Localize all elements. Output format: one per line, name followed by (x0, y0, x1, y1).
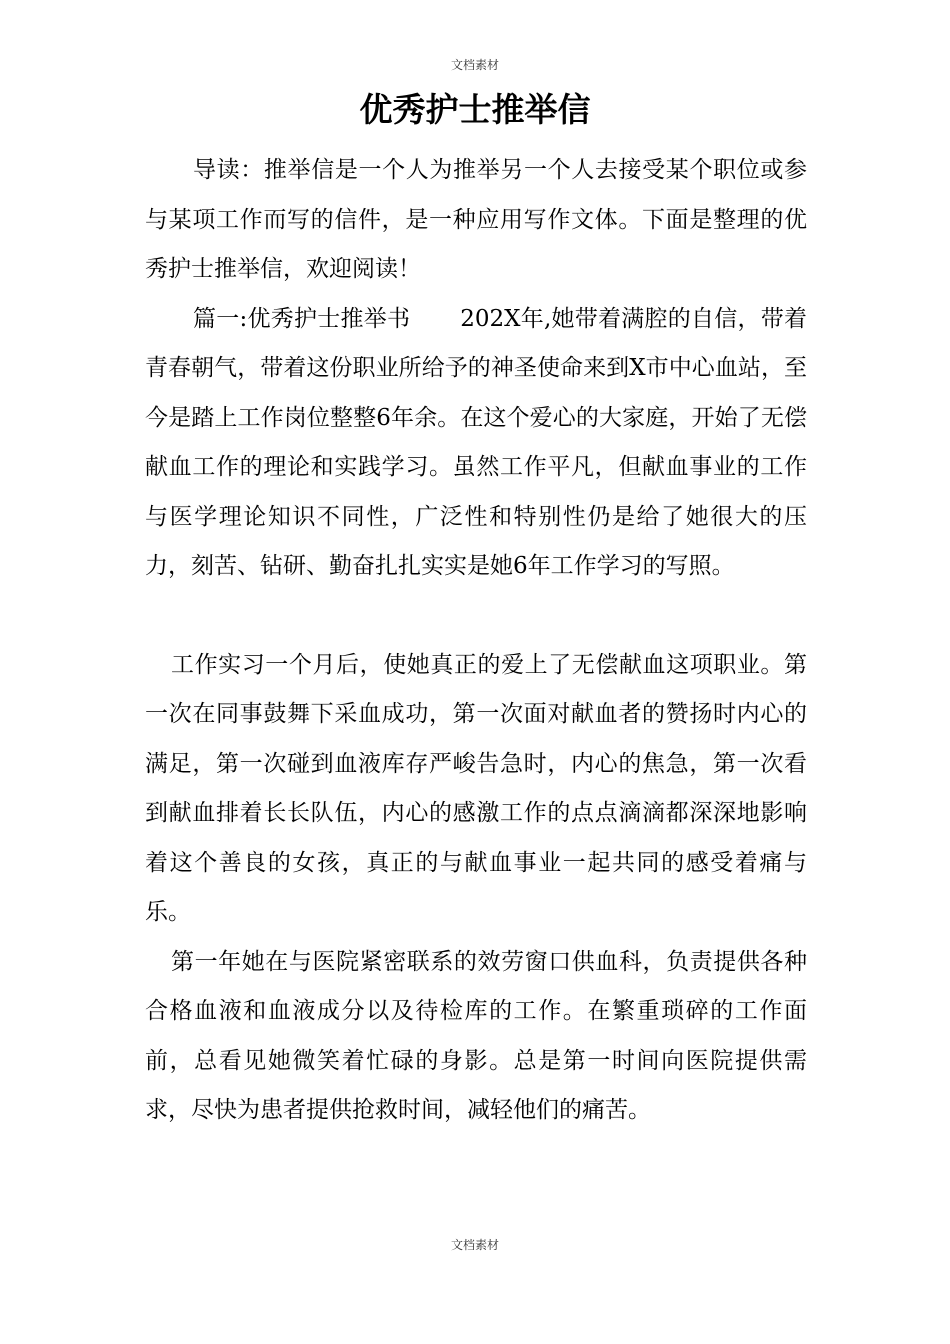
header-note: 文档素材 (450, 58, 499, 72)
document-body (145, 146, 807, 1136)
paragraph-1-text: 202X年,她带着满腔的自信，带着青春朝气，带着这份职业所给予的神圣使命来到X市中心血站，至今是踏上工作岗位整整6年余。在这个爱心的大家庭，开始了无偿献血工作的理论和实践学习。虽然工作平凡，但献血事业的工作与医学理论知识不同性，广泛性和特别性仍是给了她很大的压力，刻苦、钻研、勤奋扎扎实实是她6年工作学习的写照。 (145, 305, 808, 579)
document-title: 优秀护士推举信 (359, 90, 591, 129)
paragraph-1-label: 篇一:优秀护士推举书 (193, 305, 411, 332)
paragraph-3: 第一年她在与医院紧密联系的效劳窗口供血科，负责提供各种合格血液和血液成分以及待检库的工作。在繁重琐碎的工作面前，总看见她微笑着忙碌的身影。总是第一时间向医院提供需求，尽快为患者提供抢救时间，减轻他们的痛苦。 (145, 948, 807, 1123)
paragraph-2: 工作实习一个月后，使她真正的爱上了无偿献血这项职业。第一次在同事鼓舞下采血成功，第一次面对献血者的赞扬时内心的满足，第一次碰到血液库存严峻告急时，内心的焦急，第一次看到献血排着长长队伍，内心的感激工作的点点滴滴都深深地影响着这个善良的女孩，真正的与献血事业一起共同的感受着痛与乐。 (145, 651, 807, 925)
paragraph-intro: 导读：推举信是一个人为推举另一个人去接受某个职位或参与某项工作而写的信件，是一种应用写作文体。下面是整理的优秀护士推举信，欢迎阅读！ (145, 157, 807, 282)
paragraph-1 (145, 295, 807, 592)
paragraph-gap (145, 592, 807, 641)
footer-note: 文档素材 (450, 1238, 499, 1252)
